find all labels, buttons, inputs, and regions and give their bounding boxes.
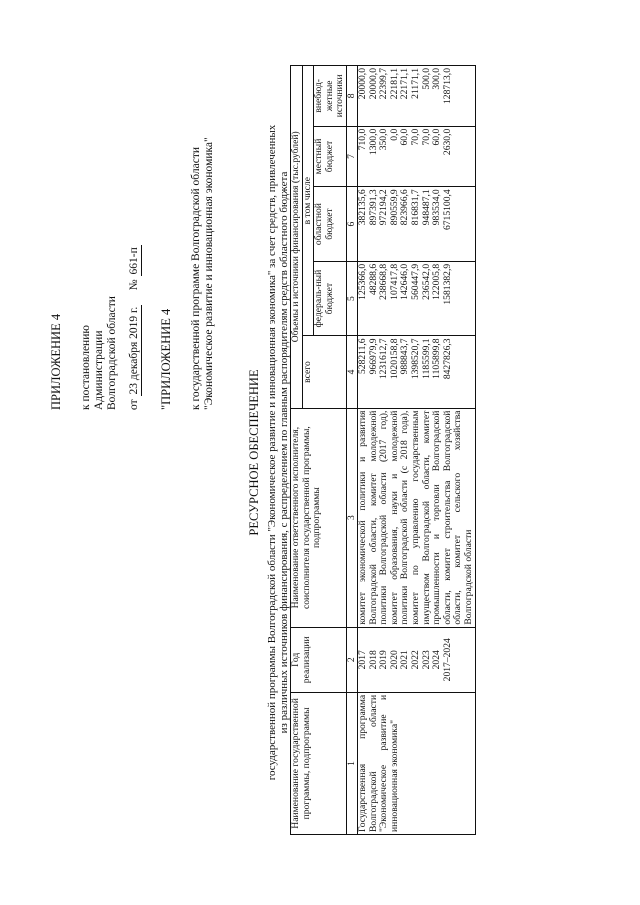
federal-value: 107417,8	[388, 263, 400, 300]
local-value: 60,0	[431, 128, 443, 146]
federal-value: 238668,8	[378, 263, 390, 300]
date-value: 23 декабря 2019 г.	[128, 306, 140, 395]
header-local: местный бюджет	[314, 126, 347, 187]
federal-value: 122005,8	[431, 263, 443, 300]
federal-value: 560447,9	[409, 263, 421, 300]
title-line-2: из различных источников финансирования, с распределением по главным распорядителям средств областного бюджета	[278, 171, 290, 734]
date-prefix: от	[128, 399, 140, 410]
local-value: 710,0	[356, 128, 368, 151]
date-number-line	[128, 245, 142, 410]
year-value: 2017	[356, 650, 368, 670]
total-value: 1185599,1	[420, 338, 432, 379]
number-prefix: №	[128, 279, 140, 291]
total-value: 1020158,8	[388, 338, 400, 380]
program-name-cell: Государственная программа Волгоградской области "Экономическое развитие и инновационная экономика"	[357, 692, 475, 834]
local-value: 350,0	[378, 128, 390, 151]
federal-value: 48288,6	[367, 263, 379, 296]
local-cell	[357, 126, 475, 187]
federal-value: 125366,0	[356, 263, 368, 300]
header-extra: внебюд-жетные источники	[314, 66, 347, 127]
appendix-quoted-label: "ПРИЛОЖЕНИЕ 4	[159, 308, 173, 410]
federal-value: 1581382,9	[441, 263, 453, 305]
year-value: 2020	[388, 650, 400, 670]
regional-value: 890559,9	[388, 189, 400, 226]
extra-value: 22399,7	[378, 68, 390, 100]
title-line-1: государственной программы Волгоградской области "Экономическое развитие и инновационная экономика" за счет средств, привлеченных	[266, 124, 278, 781]
total-value: 1105899,8	[431, 338, 443, 379]
local-value: 70,0	[420, 128, 432, 146]
year-value: 2017–2024	[441, 638, 453, 682]
administration-line: Администрации	[93, 330, 105, 410]
to-resolution-line: к постановлению	[80, 325, 92, 410]
extra-value: 21171,1	[409, 68, 421, 99]
column-index: 8	[346, 66, 357, 127]
regional-value: 823966,6	[399, 189, 411, 226]
to-program-line: к государственной программе Волгоградской области	[190, 147, 202, 410]
header-regional: областной бюджет	[314, 187, 347, 262]
header-total: всего	[302, 336, 346, 408]
column-index: 7	[346, 126, 357, 187]
regional-value: 6715100,4	[441, 189, 453, 231]
regional-value: 983534,0	[431, 189, 443, 226]
total-value: 8427826,3	[441, 338, 453, 380]
header-executor: Наименование ответственного исполнителя, соисполнителя государственной программы, подпрограммы	[291, 408, 347, 627]
local-value: 0,0	[388, 128, 400, 141]
local-value: 60,0	[399, 128, 411, 146]
regional-value: 948487,1	[420, 189, 432, 226]
column-index: 2	[346, 627, 357, 692]
title-main: РЕСУРСНОЕ ОБЕСПЕЧЕНИЕ	[247, 369, 261, 536]
year-value: 2023	[420, 650, 432, 670]
regional-value: 816831,7	[409, 189, 421, 226]
year-value: 2022	[409, 650, 421, 670]
extra-value: 500,0	[420, 68, 432, 90]
extra-value: 22171,1	[399, 68, 411, 100]
number-value: 661-п	[128, 247, 140, 275]
extra-value: 128713,0	[441, 68, 453, 104]
executors-cell: комитет экономической политики и развития Волгоградской области, комитет молодежной политики Волгоградской области (2017 год), комитет образования, науки и молодежной политики Волгоградской области (с 2018 года), комитет по управлению государственным имуществом Волгоградской области, комитет промышленности и торговли Волгоградской области, комитет строительства Волгоградской области, комитет сельского хозяйства Волгоградской области	[357, 408, 475, 627]
total-value: 528211,6	[356, 338, 368, 375]
regional-value: 897391,3	[367, 189, 379, 226]
header-including: в том числе	[302, 66, 314, 336]
year-value: 2019	[378, 650, 390, 670]
year-value: 2021	[399, 650, 411, 670]
column-index-row	[346, 66, 357, 835]
table-row	[357, 66, 475, 835]
program-name-line: "Экономическое развитие и инновационная экономика"	[203, 137, 215, 410]
resource-table	[290, 65, 476, 835]
years-cell	[357, 627, 475, 692]
column-index: 1	[346, 692, 357, 834]
extra-cell	[357, 66, 475, 127]
federal-value: 142646,0	[399, 263, 411, 300]
header-year: Год реализации	[291, 627, 347, 692]
year-value: 2018	[367, 650, 379, 670]
extra-value: 20000,0	[356, 68, 368, 100]
column-index: 5	[346, 261, 357, 336]
appendix-label: ПРИЛОЖЕНИЕ 4	[49, 313, 63, 410]
extra-value: 20000,0	[367, 68, 379, 100]
total-value: 1398520,7	[409, 338, 421, 380]
local-value: 70,0	[409, 128, 421, 146]
local-value: 1300,0	[367, 128, 379, 156]
total-value: 966979,9	[367, 338, 379, 375]
year-value: 2024	[431, 650, 443, 670]
total-value: 1231612,7	[378, 338, 390, 380]
header-federal: федераль-ный бюджет	[314, 261, 347, 336]
header-program: Наименование государственной программы, подпрограммы	[291, 692, 347, 834]
header-volumes: Объемы и источники финансирования (тыс.рублей)	[291, 66, 303, 409]
total-value: 988843,7	[399, 338, 411, 375]
extra-value: 300,0	[431, 68, 443, 90]
column-index: 6	[346, 187, 357, 262]
total-cell	[357, 336, 475, 408]
document-title	[248, 40, 290, 865]
local-value: 2630,0	[441, 128, 453, 156]
extra-value: 22181,1	[388, 68, 400, 100]
federal-value: 236542,0	[420, 263, 432, 300]
column-index: 4	[346, 336, 357, 408]
regional-cell	[357, 187, 475, 262]
federal-cell	[357, 261, 475, 336]
rotated-landscape-content	[40, 40, 600, 865]
region-line: Волгоградской области	[106, 296, 118, 410]
regional-value: 972194,2	[378, 189, 390, 226]
regional-value: 382135,6	[356, 189, 368, 226]
column-index: 3	[346, 408, 357, 627]
